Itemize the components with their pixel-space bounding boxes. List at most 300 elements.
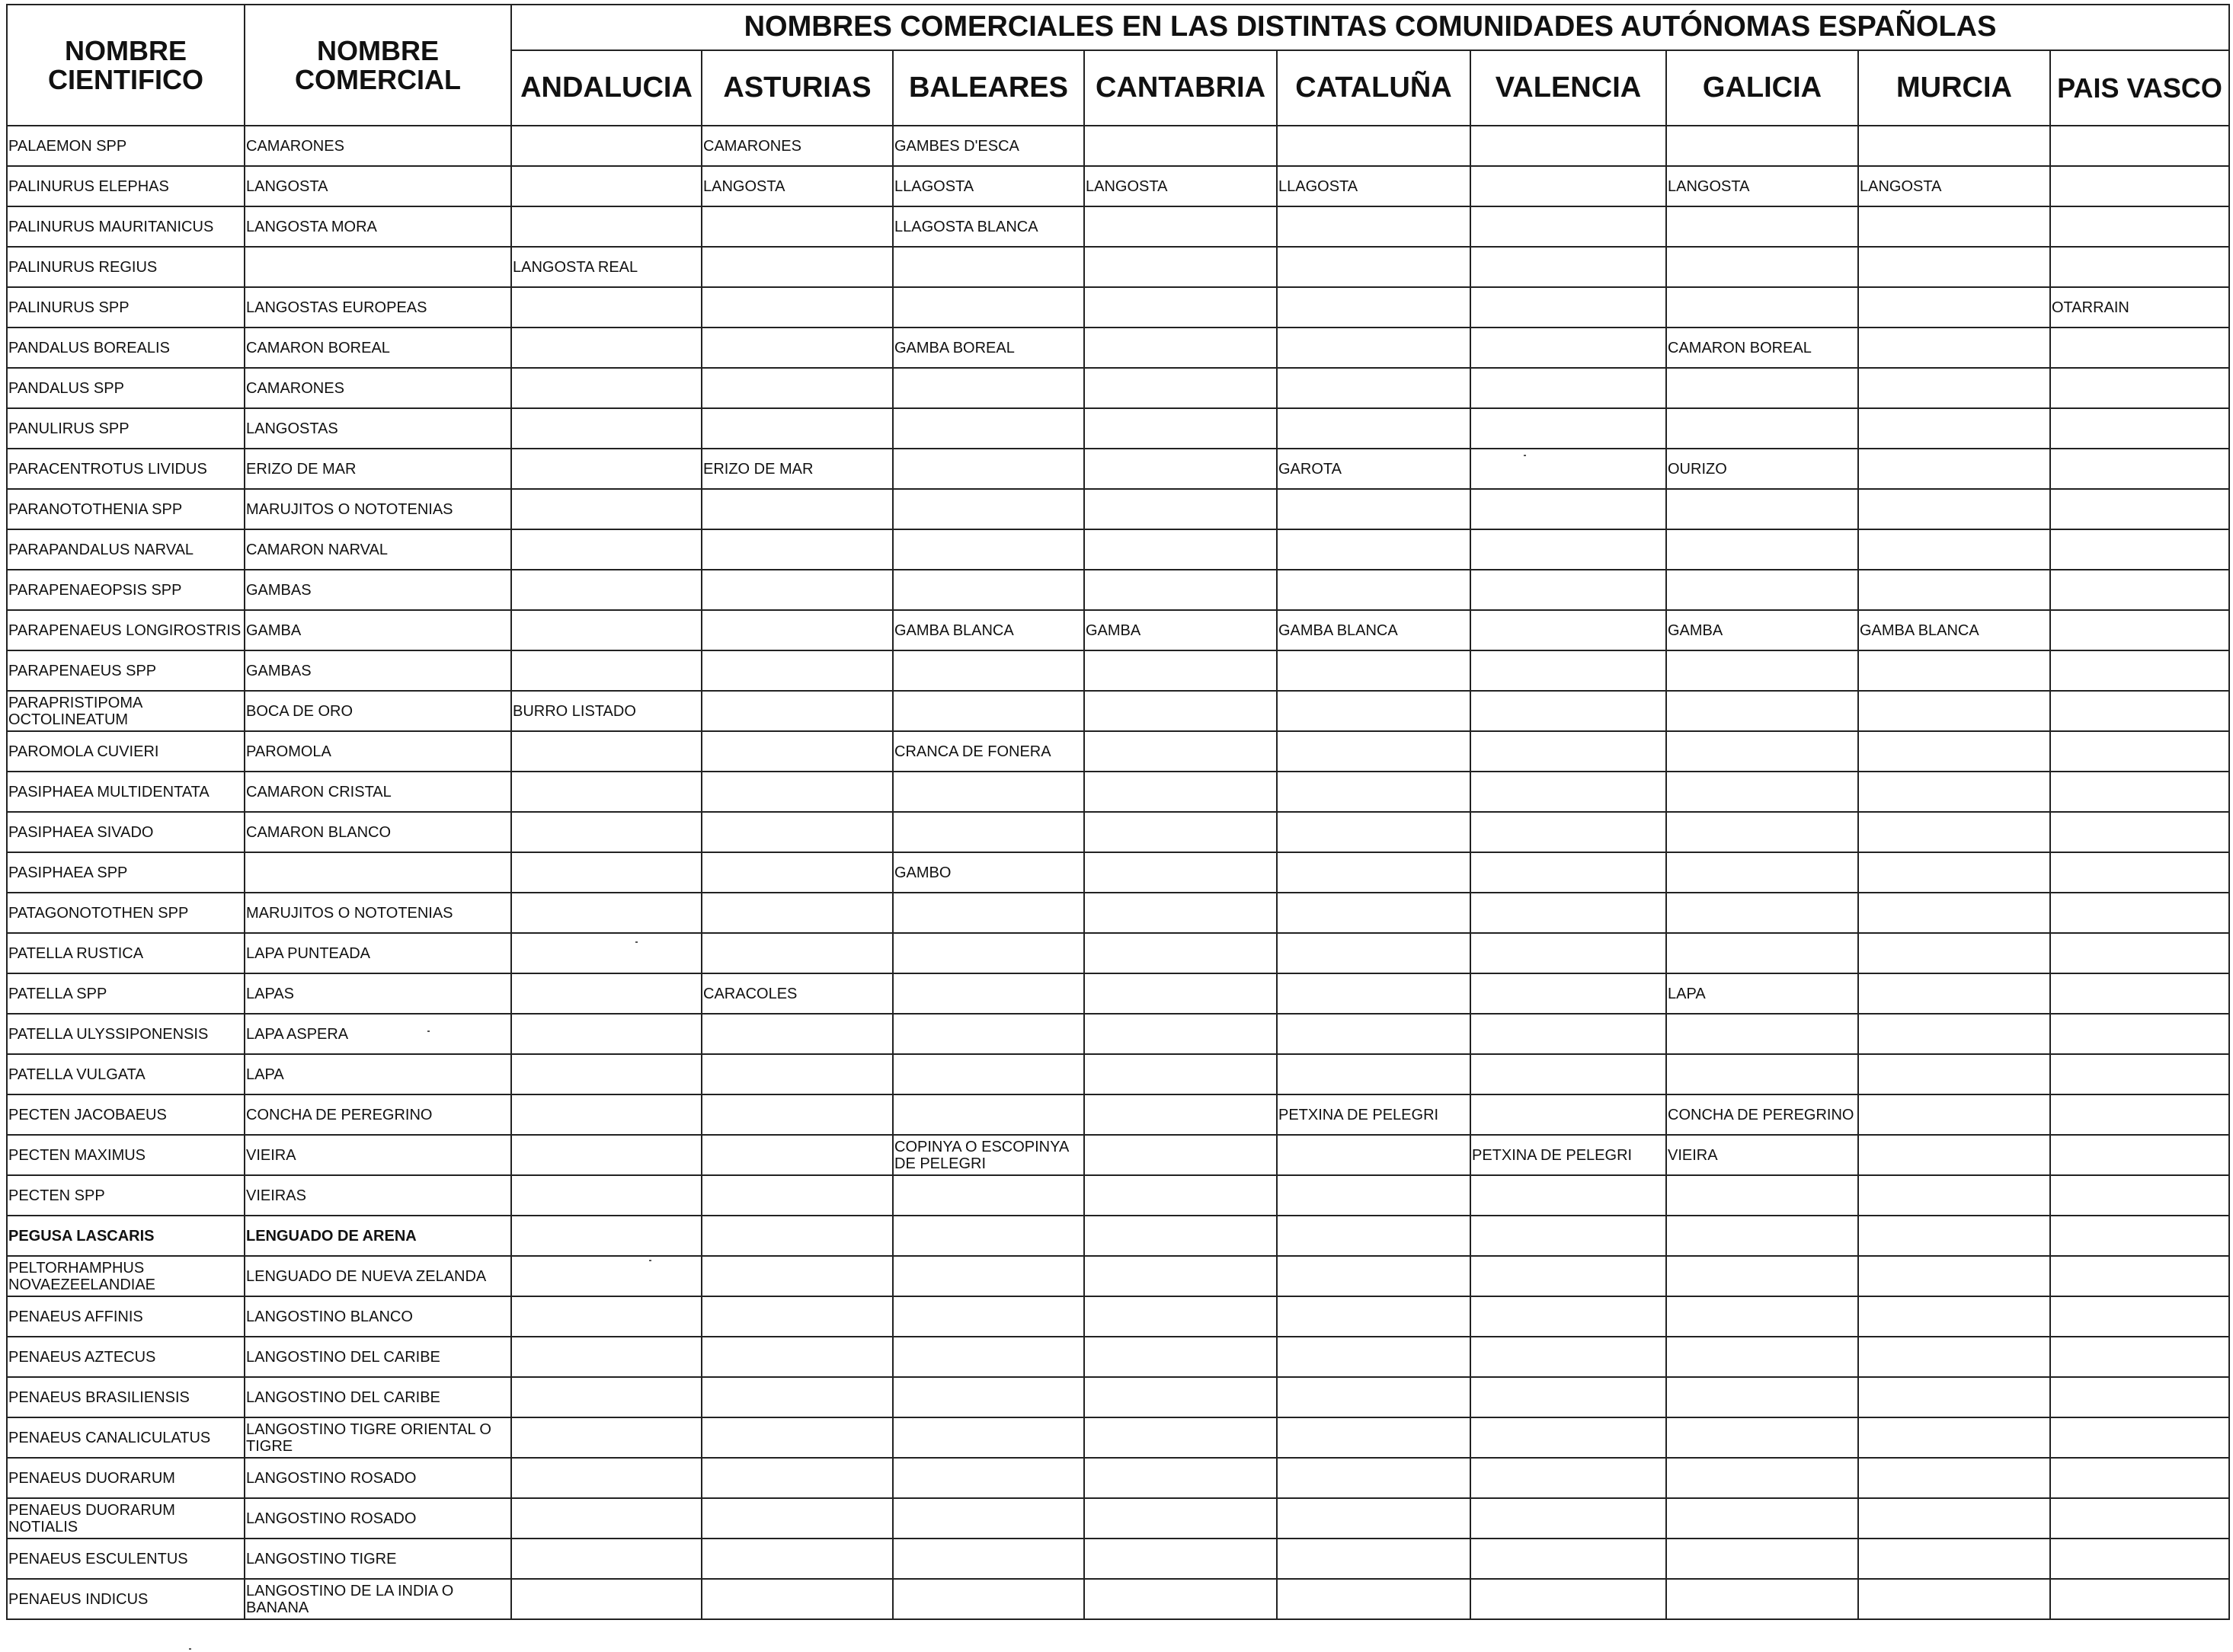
regional-name-cell <box>1277 529 1470 570</box>
regional-name-cell <box>702 1216 893 1256</box>
regional-name-cell <box>1666 1498 1858 1539</box>
regional-name-cell <box>2050 691 2229 731</box>
regional-name-cell <box>1470 247 1666 287</box>
regional-name-cell <box>1666 368 1858 408</box>
regional-name-cell <box>893 691 1084 731</box>
regional-name-cell <box>1084 812 1277 852</box>
regional-name-cell: LAPA <box>1666 973 1858 1014</box>
regional-name-cell <box>1666 1216 1858 1256</box>
regional-name-cell <box>1666 570 1858 610</box>
regional-name-cell <box>2050 570 2229 610</box>
scientific-name-cell: PALAEMON SPP <box>7 126 245 166</box>
scientific-name-cell: PASIPHAEA SIVADO <box>7 812 245 852</box>
regional-name-cell <box>1084 449 1277 489</box>
regional-name-cell <box>511 812 702 852</box>
regional-name-cell <box>893 570 1084 610</box>
scientific-name-cell: PATAGONOTOTHEN SPP <box>7 893 245 933</box>
commercial-name-cell: LAPA <box>245 1054 511 1094</box>
regional-name-cell <box>2050 1377 2229 1417</box>
regional-name-cell <box>702 650 893 691</box>
commercial-name-cell: VIEIRA <box>245 1135 511 1175</box>
regional-name-cell <box>702 1256 893 1296</box>
table-row <box>7 166 2229 206</box>
regional-name-cell <box>1666 287 1858 328</box>
regional-name-cell <box>1858 1094 2050 1135</box>
commercial-name-cell: LAPA ASPERA <box>245 1014 511 1054</box>
scientific-name-cell: PARAPENAEUS SPP <box>7 650 245 691</box>
regional-name-cell <box>1666 1377 1858 1417</box>
regional-name-cell <box>1470 973 1666 1014</box>
regional-name-cell <box>1084 1498 1277 1539</box>
scan-speck <box>1524 455 1526 456</box>
regional-name-cell <box>1470 1296 1666 1337</box>
scientific-name-cell: PELTORHAMPHUS NOVAEZEELANDIAE <box>7 1256 245 1296</box>
regional-name-cell: CAMARONES <box>702 126 893 166</box>
regional-name-cell <box>2050 247 2229 287</box>
regional-name-cell <box>1084 126 1277 166</box>
regional-name-cell <box>1084 287 1277 328</box>
commercial-name-cell: LANGOSTINO TIGRE <box>245 1539 511 1579</box>
regional-name-cell <box>1470 529 1666 570</box>
commercial-name-cell: GAMBAS <box>245 650 511 691</box>
regional-name-cell <box>1084 650 1277 691</box>
table-row <box>7 650 2229 691</box>
regional-name-cell <box>1084 1054 1277 1094</box>
regional-name-cell <box>1084 731 1277 772</box>
regional-name-cell <box>1470 570 1666 610</box>
regional-name-cell <box>1277 1458 1470 1498</box>
regional-name-cell <box>1277 852 1470 893</box>
regional-name-cell <box>1858 812 2050 852</box>
regional-name-cell: CAMARON BOREAL <box>1666 328 1858 368</box>
regional-name-cell <box>1666 1175 1858 1216</box>
header-region-8: PAIS VASCO <box>2050 50 2229 126</box>
regional-name-cell <box>511 973 702 1014</box>
commercial-name-cell: ERIZO DE MAR <box>245 449 511 489</box>
table-row <box>7 1579 2229 1619</box>
table-row <box>7 1337 2229 1377</box>
regional-name-cell: PETXINA DE PELEGRI <box>1470 1135 1666 1175</box>
regional-name-cell <box>511 368 702 408</box>
scientific-name-cell: PENAEUS AFFINIS <box>7 1296 245 1337</box>
regional-name-cell <box>1858 1216 2050 1256</box>
regional-name-cell: GAMBA BLANCA <box>1858 610 2050 650</box>
regional-name-cell <box>1084 368 1277 408</box>
table-row <box>7 1014 2229 1054</box>
scientific-name-cell: PENAEUS DUORARUM NOTIALIS <box>7 1498 245 1539</box>
regional-name-cell <box>2050 1175 2229 1216</box>
regional-name-cell: GAROTA <box>1277 449 1470 489</box>
regional-name-cell <box>2050 772 2229 812</box>
commercial-name-cell: CAMARON BOREAL <box>245 328 511 368</box>
regional-name-cell <box>511 933 702 973</box>
regional-name-cell <box>1858 206 2050 247</box>
regional-name-cell <box>1858 408 2050 449</box>
regional-name-cell <box>1666 1579 1858 1619</box>
scientific-name-cell: PARAPRISTIPOMA OCTOLINEATUM <box>7 691 245 731</box>
regional-name-cell <box>702 368 893 408</box>
regional-name-cell <box>1084 1337 1277 1377</box>
commercial-name-cell: LANGOSTINO BLANCO <box>245 1296 511 1337</box>
regional-name-cell <box>1858 368 2050 408</box>
regional-name-cell <box>702 1337 893 1377</box>
regional-name-cell <box>2050 529 2229 570</box>
regional-name-cell <box>1470 328 1666 368</box>
regional-name-cell <box>1084 1417 1277 1458</box>
regional-name-cell <box>511 893 702 933</box>
regional-name-cell <box>511 731 702 772</box>
table-row <box>7 1094 2229 1135</box>
regional-name-cell <box>1666 1014 1858 1054</box>
commercial-name-cell: CAMARONES <box>245 126 511 166</box>
regional-name-cell <box>1277 933 1470 973</box>
scientific-name-cell: PARAPENAEUS LONGIROSTRIS <box>7 610 245 650</box>
regional-name-cell <box>1470 772 1666 812</box>
regional-name-cell <box>511 1014 702 1054</box>
commercial-name-cell: LANGOSTINO DEL CARIBE <box>245 1377 511 1417</box>
regional-name-cell <box>511 1256 702 1296</box>
commercial-name-cell: MARUJITOS O NOTOTENIAS <box>245 893 511 933</box>
regional-name-cell <box>1858 1417 2050 1458</box>
regional-name-cell <box>1277 1337 1470 1377</box>
scientific-name-cell: PATELLA RUSTICA <box>7 933 245 973</box>
regional-name-cell <box>1858 731 2050 772</box>
regional-name-cell <box>1084 1377 1277 1417</box>
commercial-name-cell: LENGUADO DE ARENA <box>245 1216 511 1256</box>
table-row <box>7 328 2229 368</box>
commercial-name-cell: CONCHA DE PEREGRINO <box>245 1094 511 1135</box>
scientific-name-cell: PATELLA VULGATA <box>7 1054 245 1094</box>
regional-name-cell <box>1470 852 1666 893</box>
regional-name-cell <box>1084 933 1277 973</box>
regional-name-cell: LANGOSTA REAL <box>511 247 702 287</box>
regional-name-cell <box>1666 893 1858 933</box>
regional-name-cell <box>2050 973 2229 1014</box>
regional-name-cell <box>511 1579 702 1619</box>
regional-name-cell <box>702 610 893 650</box>
header-region-2: BALEARES <box>893 50 1084 126</box>
commercial-name-cell: LANGOSTINO DE LA INDIA O BANANA <box>245 1579 511 1619</box>
regional-name-cell <box>1858 1498 2050 1539</box>
regional-name-cell <box>2050 1256 2229 1296</box>
regional-name-cell <box>511 1135 702 1175</box>
regional-name-cell <box>1277 247 1470 287</box>
regional-name-cell <box>1470 166 1666 206</box>
regional-name-cell <box>702 287 893 328</box>
regional-name-cell <box>511 1296 702 1337</box>
header-row-top <box>7 5 2229 50</box>
scientific-name-cell: PENAEUS CANALICULATUS <box>7 1417 245 1458</box>
regional-name-cell <box>702 933 893 973</box>
regional-name-cell <box>1666 731 1858 772</box>
regional-name-cell <box>1858 328 2050 368</box>
regional-name-cell <box>1470 1054 1666 1094</box>
regional-name-cell: LANGOSTA <box>1858 166 2050 206</box>
commercial-name-cell: LANGOSTINO DEL CARIBE <box>245 1337 511 1377</box>
regional-name-cell <box>1084 408 1277 449</box>
regional-name-cell <box>893 1256 1084 1296</box>
scientific-name-cell: PENAEUS ESCULENTUS <box>7 1539 245 1579</box>
regional-name-cell <box>511 1417 702 1458</box>
regional-name-cell <box>1470 1216 1666 1256</box>
regional-name-cell <box>511 650 702 691</box>
table-row <box>7 449 2229 489</box>
commercial-name-cell: LANGOSTAS EUROPEAS <box>245 287 511 328</box>
regional-name-cell <box>893 1377 1084 1417</box>
regional-name-cell <box>1470 1175 1666 1216</box>
commercial-name-cell: CAMARON BLANCO <box>245 812 511 852</box>
regional-name-cell <box>702 1094 893 1135</box>
commercial-name-cell: LANGOSTINO ROSADO <box>245 1458 511 1498</box>
regional-name-cell <box>1858 1014 2050 1054</box>
species-names-table <box>6 4 2230 1620</box>
commercial-name-cell: CAMARONES <box>245 368 511 408</box>
scan-speck <box>427 1031 430 1032</box>
table-row <box>7 408 2229 449</box>
regional-name-cell <box>893 368 1084 408</box>
table-body <box>7 126 2229 1619</box>
regional-name-cell <box>1470 1014 1666 1054</box>
commercial-name-cell <box>245 247 511 287</box>
regional-name-cell <box>2050 933 2229 973</box>
regional-name-cell <box>511 1377 702 1417</box>
regional-name-cell <box>1470 1377 1666 1417</box>
regional-name-cell <box>702 852 893 893</box>
table-row <box>7 489 2229 529</box>
regional-name-cell <box>511 529 702 570</box>
regional-name-cell <box>1470 893 1666 933</box>
commercial-name-cell: LANGOSTAS <box>245 408 511 449</box>
header-region-7: MURCIA <box>1858 50 2050 126</box>
regional-name-cell <box>1277 1417 1470 1458</box>
regional-name-cell: OTARRAIN <box>2050 287 2229 328</box>
table-row <box>7 1417 2229 1458</box>
table-row <box>7 973 2229 1014</box>
regional-name-cell <box>1277 1135 1470 1175</box>
regional-name-cell <box>511 1539 702 1579</box>
regional-name-cell <box>1666 529 1858 570</box>
regional-name-cell <box>1277 1579 1470 1619</box>
regional-name-cell <box>702 1014 893 1054</box>
commercial-name-cell: GAMBA <box>245 610 511 650</box>
regional-name-cell <box>2050 489 2229 529</box>
table-row <box>7 1296 2229 1337</box>
regional-name-cell: COPINYA O ESCOPINYA DE PELEGRI <box>893 1135 1084 1175</box>
regional-name-cell <box>2050 1296 2229 1337</box>
regional-name-cell <box>1858 570 2050 610</box>
regional-name-cell <box>1470 650 1666 691</box>
regional-name-cell: GAMBA <box>1084 610 1277 650</box>
regional-name-cell <box>1084 691 1277 731</box>
regional-name-cell <box>1858 1054 2050 1094</box>
regional-name-cell <box>1084 247 1277 287</box>
regional-name-cell <box>2050 126 2229 166</box>
regional-name-cell <box>511 489 702 529</box>
regional-name-cell <box>1858 973 2050 1014</box>
regional-name-cell <box>1084 570 1277 610</box>
header-region-6: GALICIA <box>1666 50 1858 126</box>
regional-name-cell <box>2050 893 2229 933</box>
scientific-name-cell: PECTEN JACOBAEUS <box>7 1094 245 1135</box>
regional-name-cell <box>511 126 702 166</box>
commercial-name-cell: PAROMOLA <box>245 731 511 772</box>
table-row <box>7 691 2229 731</box>
commercial-name-cell: LANGOSTA MORA <box>245 206 511 247</box>
regional-name-cell <box>2050 1417 2229 1458</box>
scientific-name-cell: PALINURUS REGIUS <box>7 247 245 287</box>
regional-name-cell <box>1666 206 1858 247</box>
regional-name-cell <box>1470 812 1666 852</box>
regional-name-cell: CARACOLES <box>702 973 893 1014</box>
regional-name-cell <box>702 570 893 610</box>
regional-name-cell <box>1277 328 1470 368</box>
regional-name-cell <box>702 529 893 570</box>
regional-name-cell <box>1666 1417 1858 1458</box>
regional-name-cell <box>1666 489 1858 529</box>
regional-name-cell <box>2050 852 2229 893</box>
regional-name-cell: OURIZO <box>1666 449 1858 489</box>
regional-name-cell <box>893 1539 1084 1579</box>
regional-name-cell <box>1858 933 2050 973</box>
regional-name-cell <box>893 408 1084 449</box>
regional-name-cell: GAMBES D'ESCA <box>893 126 1084 166</box>
regional-name-cell: ERIZO DE MAR <box>702 449 893 489</box>
header-region-4: CATALUÑA <box>1277 50 1470 126</box>
regional-name-cell <box>1858 1337 2050 1377</box>
table-row <box>7 933 2229 973</box>
regional-name-cell <box>1277 772 1470 812</box>
scientific-name-cell: PENAEUS AZTECUS <box>7 1337 245 1377</box>
regional-name-cell <box>511 570 702 610</box>
regional-name-cell <box>1858 1296 2050 1337</box>
scientific-name-cell: PARAPENAEOPSIS SPP <box>7 570 245 610</box>
scientific-name-cell: PANDALUS SPP <box>7 368 245 408</box>
regional-name-cell <box>2050 1579 2229 1619</box>
scan-speck <box>635 941 638 943</box>
header-regional-names-group: NOMBRES COMERCIALES EN LAS DISTINTAS COMUNIDADES AUTÓNOMAS ESPAÑOLAS <box>511 5 2229 50</box>
table-row <box>7 1377 2229 1417</box>
scientific-name-cell: PAROMOLA CUVIERI <box>7 731 245 772</box>
regional-name-cell <box>511 287 702 328</box>
regional-name-cell <box>1666 772 1858 812</box>
scientific-name-cell: PARANOTOTHENIA SPP <box>7 489 245 529</box>
scientific-name-cell: PECTEN MAXIMUS <box>7 1135 245 1175</box>
table-row <box>7 893 2229 933</box>
regional-name-cell <box>702 731 893 772</box>
regional-name-cell: GAMBA BLANCA <box>893 610 1084 650</box>
regional-name-cell <box>1470 408 1666 449</box>
regional-name-cell <box>511 610 702 650</box>
regional-name-cell <box>2050 1458 2229 1498</box>
regional-name-cell <box>702 408 893 449</box>
regional-name-cell <box>893 1458 1084 1498</box>
scientific-name-cell: PANDALUS BOREALIS <box>7 328 245 368</box>
regional-name-cell: LANGOSTA <box>1666 166 1858 206</box>
regional-name-cell <box>1084 852 1277 893</box>
commercial-name-cell: LANGOSTINO TIGRE ORIENTAL O TIGRE <box>245 1417 511 1458</box>
regional-name-cell <box>1084 529 1277 570</box>
regional-name-cell <box>2050 731 2229 772</box>
regional-name-cell <box>1470 691 1666 731</box>
commercial-name-cell: LENGUADO DE NUEVA ZELANDA <box>245 1256 511 1296</box>
regional-name-cell <box>2050 650 2229 691</box>
regional-name-cell <box>893 973 1084 1014</box>
table-row <box>7 610 2229 650</box>
scientific-name-cell: PALINURUS SPP <box>7 287 245 328</box>
regional-name-cell <box>1084 893 1277 933</box>
regional-name-cell <box>1666 812 1858 852</box>
header-region-3: CANTABRIA <box>1084 50 1277 126</box>
regional-name-cell <box>1277 893 1470 933</box>
regional-name-cell: CRANCA DE FONERA <box>893 731 1084 772</box>
commercial-name-cell: LAPAS <box>245 973 511 1014</box>
table-row <box>7 1458 2229 1498</box>
regional-name-cell <box>1470 206 1666 247</box>
regional-name-cell <box>1084 1256 1277 1296</box>
scientific-name-cell: PEGUSA LASCARIS <box>7 1216 245 1256</box>
regional-name-cell <box>1084 973 1277 1014</box>
regional-name-cell <box>511 408 702 449</box>
regional-name-cell <box>1277 1377 1470 1417</box>
regional-name-cell <box>511 1337 702 1377</box>
regional-name-cell <box>893 1498 1084 1539</box>
regional-name-cell <box>1470 368 1666 408</box>
regional-name-cell <box>1470 1539 1666 1579</box>
regional-name-cell <box>1858 852 2050 893</box>
regional-name-cell <box>893 1417 1084 1458</box>
regional-name-cell <box>511 206 702 247</box>
regional-name-cell <box>893 247 1084 287</box>
regional-name-cell: PETXINA DE PELEGRI <box>1277 1094 1470 1135</box>
regional-name-cell <box>1666 1539 1858 1579</box>
regional-name-cell: GAMBA <box>1666 610 1858 650</box>
commercial-name-cell: CAMARON NARVAL <box>245 529 511 570</box>
table-row <box>7 368 2229 408</box>
regional-name-cell <box>1858 247 2050 287</box>
regional-name-cell <box>1858 126 2050 166</box>
regional-name-cell: LANGOSTA <box>1084 166 1277 206</box>
commercial-name-cell: VIEIRAS <box>245 1175 511 1216</box>
regional-name-cell <box>1277 650 1470 691</box>
regional-name-cell <box>1470 489 1666 529</box>
regional-name-cell: GAMBA BOREAL <box>893 328 1084 368</box>
table-row <box>7 1539 2229 1579</box>
regional-name-cell <box>893 529 1084 570</box>
regional-name-cell <box>1666 691 1858 731</box>
regional-name-cell <box>1277 368 1470 408</box>
regional-name-cell <box>702 893 893 933</box>
regional-name-cell <box>1858 1377 2050 1417</box>
regional-name-cell <box>702 1377 893 1417</box>
scientific-name-cell: PATELLA ULYSSIPONENSIS <box>7 1014 245 1054</box>
regional-name-cell <box>893 812 1084 852</box>
scientific-name-cell: PENAEUS BRASILIENSIS <box>7 1377 245 1417</box>
regional-name-cell <box>1277 1256 1470 1296</box>
regional-name-cell <box>893 449 1084 489</box>
regional-name-cell <box>702 1175 893 1216</box>
regional-name-cell <box>893 1175 1084 1216</box>
regional-name-cell <box>702 1296 893 1337</box>
regional-name-cell <box>1858 691 2050 731</box>
regional-name-cell <box>1858 1539 2050 1579</box>
regional-name-cell: LLAGOSTA <box>1277 166 1470 206</box>
regional-name-cell <box>1666 650 1858 691</box>
regional-name-cell <box>702 1458 893 1498</box>
regional-name-cell <box>1666 1054 1858 1094</box>
regional-name-cell <box>1277 812 1470 852</box>
regional-name-cell <box>1666 1458 1858 1498</box>
regional-name-cell <box>1470 1337 1666 1377</box>
